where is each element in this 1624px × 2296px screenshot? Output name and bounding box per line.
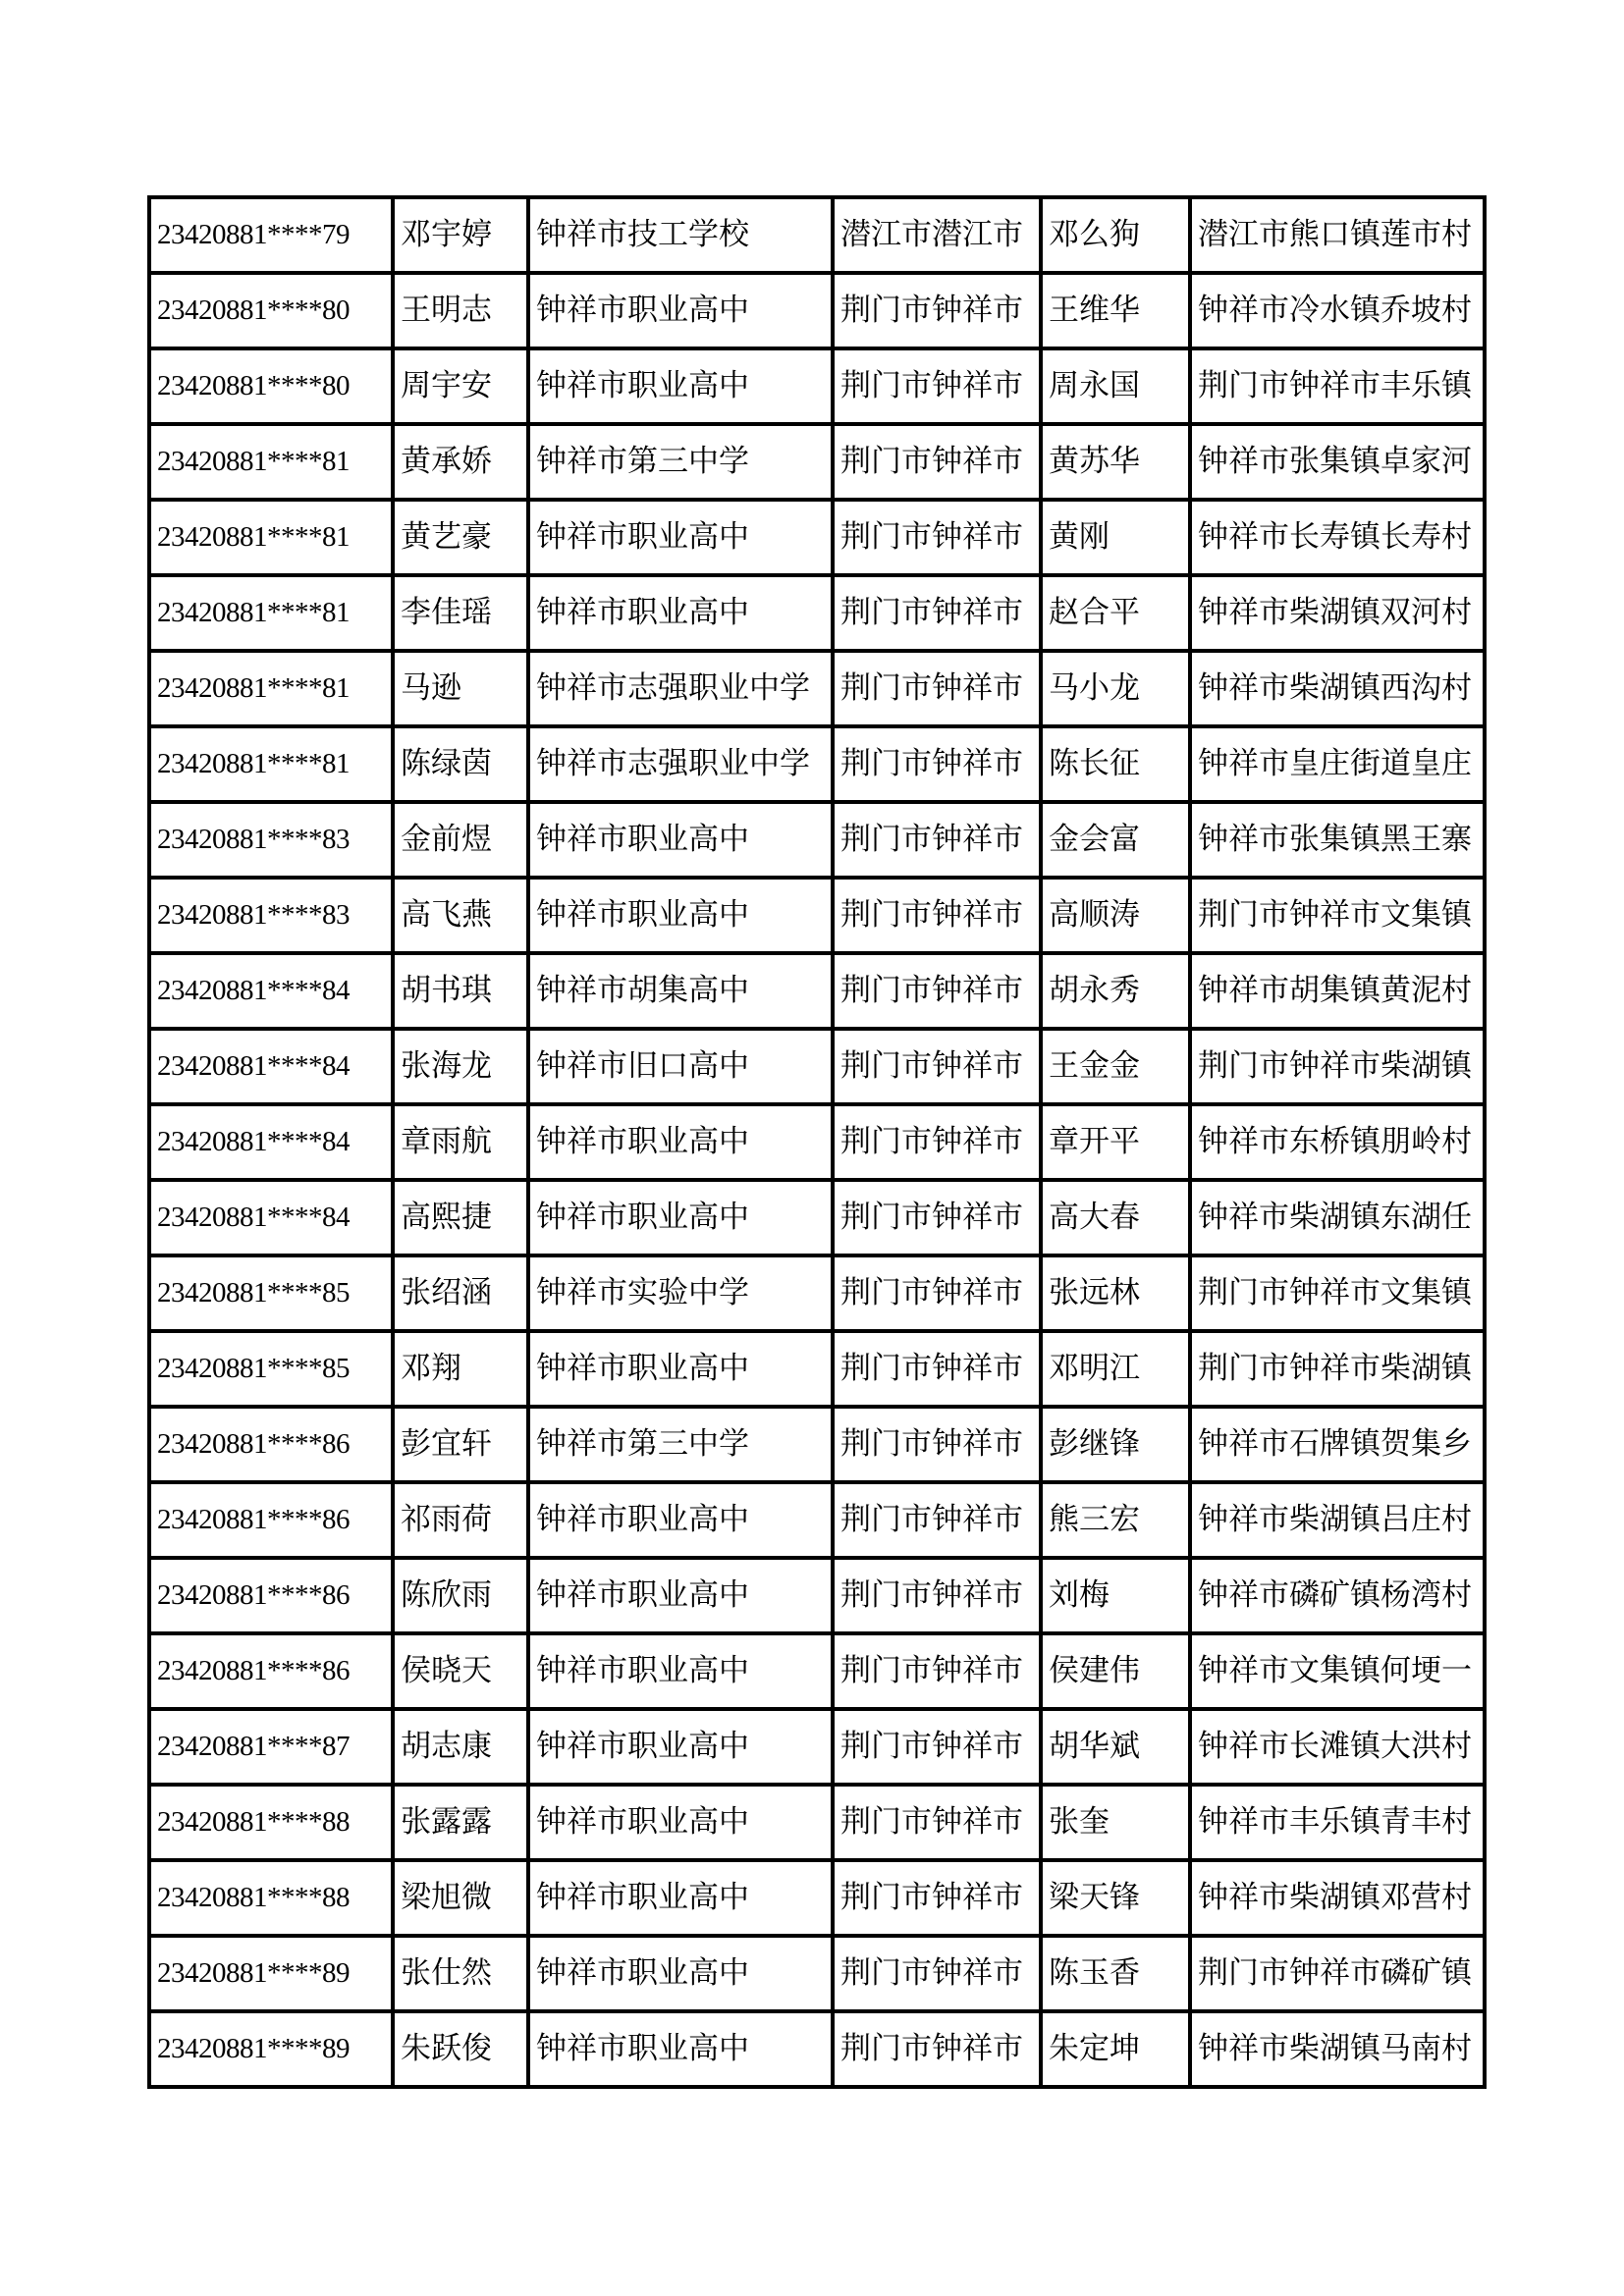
guardian-name-cell: 梁天锋 (1041, 1860, 1190, 1936)
address-cell: 钟祥市张集镇黑王寨 (1190, 802, 1485, 878)
student-name-cell: 胡书琪 (393, 953, 528, 1029)
region-cell: 荆门市钟祥市 (833, 1104, 1041, 1180)
school-cell: 钟祥市职业高中 (528, 2011, 833, 2087)
region-cell: 荆门市钟祥市 (833, 802, 1041, 878)
guardian-name-cell: 金会富 (1041, 802, 1190, 878)
id-number-cell: 23420881****87 (149, 1709, 393, 1785)
address-cell: 荆门市钟祥市柴湖镇 (1190, 1331, 1485, 1407)
school-cell: 钟祥市第三中学 (528, 424, 833, 500)
student-name-cell: 彭宜轩 (393, 1407, 528, 1482)
table-row (149, 1104, 1485, 1180)
address-cell: 荆门市钟祥市丰乐镇 (1190, 348, 1485, 424)
id-number-cell: 23420881****85 (149, 1331, 393, 1407)
student-name-cell: 金前煜 (393, 802, 528, 878)
school-cell: 钟祥市志强职业中学 (528, 726, 833, 802)
table-row (149, 953, 1485, 1029)
table-row (149, 1482, 1485, 1558)
table-row (149, 1407, 1485, 1482)
address-cell: 钟祥市张集镇卓家河 (1190, 424, 1485, 500)
table-row (149, 348, 1485, 424)
id-number-cell: 23420881****85 (149, 1255, 393, 1331)
guardian-name-cell: 侯建伟 (1041, 1633, 1190, 1709)
guardian-name-cell: 张远林 (1041, 1255, 1190, 1331)
address-cell: 荆门市钟祥市磷矿镇 (1190, 1936, 1485, 2011)
address-cell: 钟祥市丰乐镇青丰村 (1190, 1785, 1485, 1860)
region-cell: 荆门市钟祥市 (833, 2011, 1041, 2087)
id-number-cell: 23420881****81 (149, 500, 393, 575)
address-cell: 钟祥市柴湖镇马南村 (1190, 2011, 1485, 2087)
student-name-cell: 黄承娇 (393, 424, 528, 500)
guardian-name-cell: 章开平 (1041, 1104, 1190, 1180)
table-row (149, 1255, 1485, 1331)
table-row (149, 424, 1485, 500)
school-cell: 钟祥市职业高中 (528, 1104, 833, 1180)
student-name-cell: 梁旭微 (393, 1860, 528, 1936)
guardian-name-cell: 胡华斌 (1041, 1709, 1190, 1785)
id-number-cell: 23420881****80 (149, 348, 393, 424)
table-row (149, 1180, 1485, 1255)
guardian-name-cell: 刘梅 (1041, 1558, 1190, 1633)
table-row (149, 575, 1485, 651)
id-number-cell: 23420881****81 (149, 726, 393, 802)
student-name-cell: 侯晓天 (393, 1633, 528, 1709)
guardian-name-cell: 邓明江 (1041, 1331, 1190, 1407)
address-cell: 荆门市钟祥市柴湖镇 (1190, 1029, 1485, 1104)
address-cell: 钟祥市长滩镇大洪村 (1190, 1709, 1485, 1785)
address-cell: 钟祥市冷水镇乔坡村 (1190, 273, 1485, 348)
id-number-cell: 23420881****83 (149, 878, 393, 953)
region-cell: 荆门市钟祥市 (833, 273, 1041, 348)
guardian-name-cell: 黄刚 (1041, 500, 1190, 575)
region-cell: 荆门市钟祥市 (833, 1255, 1041, 1331)
region-cell: 荆门市钟祥市 (833, 1482, 1041, 1558)
address-cell: 钟祥市文集镇何埂一 (1190, 1633, 1485, 1709)
region-cell: 荆门市钟祥市 (833, 726, 1041, 802)
student-name-cell: 朱跃俊 (393, 2011, 528, 2087)
id-number-cell: 23420881****88 (149, 1785, 393, 1860)
id-number-cell: 23420881****81 (149, 424, 393, 500)
guardian-name-cell: 彭继锋 (1041, 1407, 1190, 1482)
table-row (149, 1558, 1485, 1633)
table-row (149, 1709, 1485, 1785)
region-cell: 荆门市钟祥市 (833, 953, 1041, 1029)
school-cell: 钟祥市职业高中 (528, 1785, 833, 1860)
school-cell: 钟祥市职业高中 (528, 575, 833, 651)
region-cell: 荆门市钟祥市 (833, 500, 1041, 575)
id-number-cell: 23420881****86 (149, 1407, 393, 1482)
student-name-cell: 胡志康 (393, 1709, 528, 1785)
student-name-cell: 章雨航 (393, 1104, 528, 1180)
region-cell: 荆门市钟祥市 (833, 1558, 1041, 1633)
student-name-cell: 张绍涵 (393, 1255, 528, 1331)
table-row (149, 802, 1485, 878)
school-cell: 钟祥市职业高中 (528, 1860, 833, 1936)
table-row (149, 273, 1485, 348)
school-cell: 钟祥市职业高中 (528, 273, 833, 348)
school-cell: 钟祥市技工学校 (528, 197, 833, 273)
address-cell: 钟祥市皇庄街道皇庄 (1190, 726, 1485, 802)
id-number-cell: 23420881****86 (149, 1482, 393, 1558)
guardian-name-cell: 马小龙 (1041, 651, 1190, 726)
region-cell: 荆门市钟祥市 (833, 651, 1041, 726)
school-cell: 钟祥市职业高中 (528, 1482, 833, 1558)
region-cell: 荆门市钟祥市 (833, 1180, 1041, 1255)
guardian-name-cell: 陈玉香 (1041, 1936, 1190, 2011)
id-number-cell: 23420881****81 (149, 651, 393, 726)
student-name-cell: 张海龙 (393, 1029, 528, 1104)
student-name-cell: 周宇安 (393, 348, 528, 424)
student-name-cell: 邓翔 (393, 1331, 528, 1407)
school-cell: 钟祥市职业高中 (528, 802, 833, 878)
student-name-cell: 张仕然 (393, 1936, 528, 2011)
school-cell: 钟祥市职业高中 (528, 1180, 833, 1255)
id-number-cell: 23420881****80 (149, 273, 393, 348)
address-cell: 钟祥市柴湖镇邓营村 (1190, 1860, 1485, 1936)
school-cell: 钟祥市职业高中 (528, 500, 833, 575)
guardian-name-cell: 胡永秀 (1041, 953, 1190, 1029)
guardian-name-cell: 王金金 (1041, 1029, 1190, 1104)
address-cell: 钟祥市柴湖镇西沟村 (1190, 651, 1485, 726)
student-name-cell: 张露露 (393, 1785, 528, 1860)
region-cell: 荆门市钟祥市 (833, 1936, 1041, 2011)
id-number-cell: 23420881****89 (149, 1936, 393, 2011)
guardian-name-cell: 黄苏华 (1041, 424, 1190, 500)
address-cell: 钟祥市柴湖镇双河村 (1190, 575, 1485, 651)
table-row (149, 500, 1485, 575)
student-name-cell: 黄艺豪 (393, 500, 528, 575)
student-name-cell: 陈欣雨 (393, 1558, 528, 1633)
region-cell: 荆门市钟祥市 (833, 424, 1041, 500)
guardian-name-cell: 高大春 (1041, 1180, 1190, 1255)
guardian-name-cell: 王维华 (1041, 273, 1190, 348)
address-cell: 钟祥市长寿镇长寿村 (1190, 500, 1485, 575)
address-cell: 钟祥市东桥镇朋岭村 (1190, 1104, 1485, 1180)
school-cell: 钟祥市职业高中 (528, 1936, 833, 2011)
guardian-name-cell: 张奎 (1041, 1785, 1190, 1860)
id-number-cell: 23420881****88 (149, 1860, 393, 1936)
address-cell: 钟祥市磷矿镇杨湾村 (1190, 1558, 1485, 1633)
id-number-cell: 23420881****89 (149, 2011, 393, 2087)
school-cell: 钟祥市职业高中 (528, 1709, 833, 1785)
school-cell: 钟祥市志强职业中学 (528, 651, 833, 726)
address-cell: 钟祥市胡集镇黄泥村 (1190, 953, 1485, 1029)
address-cell: 荆门市钟祥市文集镇 (1190, 1255, 1485, 1331)
table-row (149, 197, 1485, 273)
student-name-cell: 高熙捷 (393, 1180, 528, 1255)
table-row (149, 1331, 1485, 1407)
id-number-cell: 23420881****86 (149, 1558, 393, 1633)
school-cell: 钟祥市职业高中 (528, 878, 833, 953)
id-number-cell: 23420881****84 (149, 1029, 393, 1104)
school-cell: 钟祥市职业高中 (528, 1558, 833, 1633)
id-number-cell: 23420881****79 (149, 197, 393, 273)
region-cell: 荆门市钟祥市 (833, 1785, 1041, 1860)
table-row (149, 1029, 1485, 1104)
student-name-cell: 邓宇婷 (393, 197, 528, 273)
table-body (149, 197, 1485, 2087)
guardian-name-cell: 邓么狗 (1041, 197, 1190, 273)
region-cell: 荆门市钟祥市 (833, 1407, 1041, 1482)
region-cell: 荆门市钟祥市 (833, 1331, 1041, 1407)
region-cell: 荆门市钟祥市 (833, 1029, 1041, 1104)
student-name-cell: 马逊 (393, 651, 528, 726)
table-row (149, 2011, 1485, 2087)
id-number-cell: 23420881****81 (149, 575, 393, 651)
region-cell: 潜江市潜江市 (833, 197, 1041, 273)
region-cell: 荆门市钟祥市 (833, 1633, 1041, 1709)
guardian-name-cell: 周永国 (1041, 348, 1190, 424)
address-cell: 钟祥市石牌镇贺集乡 (1190, 1407, 1485, 1482)
school-cell: 钟祥市胡集高中 (528, 953, 833, 1029)
table-row (149, 726, 1485, 802)
id-number-cell: 23420881****84 (149, 1180, 393, 1255)
student-name-cell: 李佳瑶 (393, 575, 528, 651)
table-row (149, 1860, 1485, 1936)
student-name-cell: 高飞燕 (393, 878, 528, 953)
school-cell: 钟祥市第三中学 (528, 1407, 833, 1482)
school-cell: 钟祥市职业高中 (528, 1633, 833, 1709)
region-cell: 荆门市钟祥市 (833, 348, 1041, 424)
school-cell: 钟祥市实验中学 (528, 1255, 833, 1331)
region-cell: 荆门市钟祥市 (833, 878, 1041, 953)
student-name-cell: 祁雨荷 (393, 1482, 528, 1558)
guardian-name-cell: 高顺涛 (1041, 878, 1190, 953)
region-cell: 荆门市钟祥市 (833, 575, 1041, 651)
address-cell: 荆门市钟祥市文集镇 (1190, 878, 1485, 953)
region-cell: 荆门市钟祥市 (833, 1709, 1041, 1785)
table-row (149, 878, 1485, 953)
student-name-cell: 王明志 (393, 273, 528, 348)
id-number-cell: 23420881****83 (149, 802, 393, 878)
guardian-name-cell: 陈长征 (1041, 726, 1190, 802)
school-cell: 钟祥市职业高中 (528, 1331, 833, 1407)
student-roster-table (147, 195, 1487, 2089)
student-name-cell: 陈绿茵 (393, 726, 528, 802)
guardian-name-cell: 熊三宏 (1041, 1482, 1190, 1558)
id-number-cell: 23420881****84 (149, 953, 393, 1029)
table-row (149, 651, 1485, 726)
table-row (149, 1785, 1485, 1860)
address-cell: 潜江市熊口镇莲市村 (1190, 197, 1485, 273)
guardian-name-cell: 赵合平 (1041, 575, 1190, 651)
address-cell: 钟祥市柴湖镇吕庄村 (1190, 1482, 1485, 1558)
table-row (149, 1633, 1485, 1709)
guardian-name-cell: 朱定坤 (1041, 2011, 1190, 2087)
table-row (149, 1936, 1485, 2011)
id-number-cell: 23420881****84 (149, 1104, 393, 1180)
id-number-cell: 23420881****86 (149, 1633, 393, 1709)
school-cell: 钟祥市职业高中 (528, 348, 833, 424)
school-cell: 钟祥市旧口高中 (528, 1029, 833, 1104)
region-cell: 荆门市钟祥市 (833, 1860, 1041, 1936)
address-cell: 钟祥市柴湖镇东湖任 (1190, 1180, 1485, 1255)
